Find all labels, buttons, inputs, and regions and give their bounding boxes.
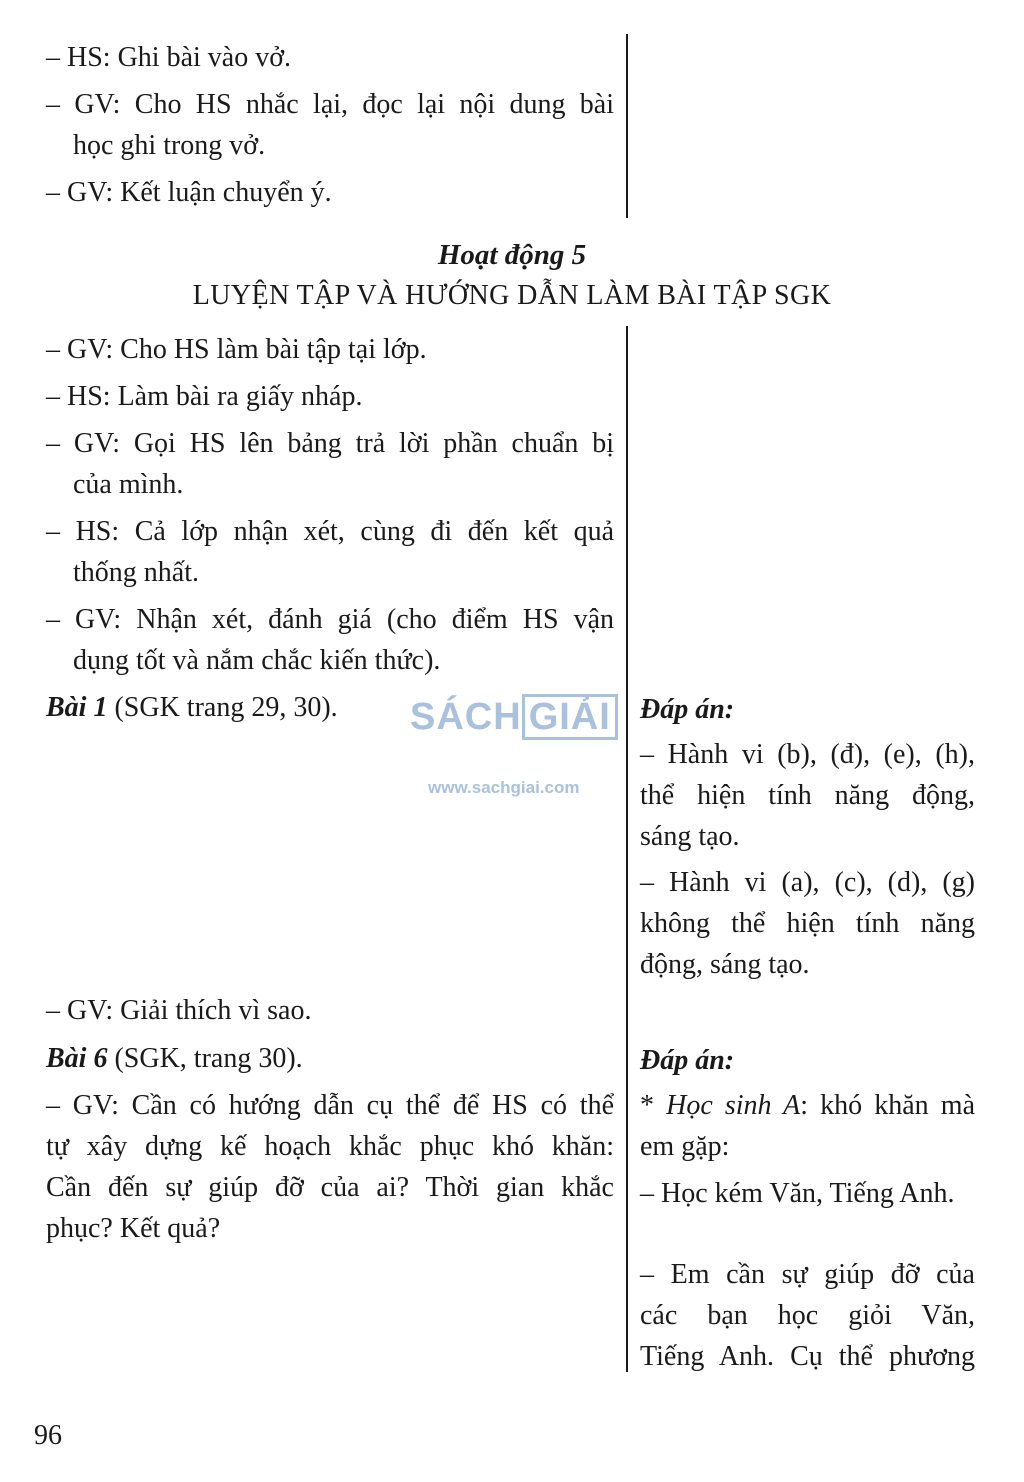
text-line: Cần đến sự giúp đỡ của ai? Thời gian khắc — [46, 1172, 614, 1203]
answer-line: thể hiện tính năng động, — [640, 780, 975, 811]
column-divider-main — [626, 326, 628, 1372]
text-line: – GV: Giải thích vì sao. — [46, 995, 312, 1026]
answer-label: Đáp án: — [640, 694, 735, 725]
answer-line: không thể hiện tính năng — [640, 908, 975, 939]
text-line: – GV: Nhận xét, đánh giá (cho điểm HS vận — [46, 604, 614, 635]
exercise-1-ref: (SGK trang 29, 30). — [107, 692, 338, 723]
text-line: của mình. — [73, 469, 184, 500]
answer-line: em gặp: — [640, 1131, 730, 1162]
watermark-logo — [410, 694, 618, 741]
answer-line: – Hành vi (a), (c), (d), (g) — [640, 867, 975, 898]
text-line: – HS: Làm bài ra giấy nháp. — [46, 381, 363, 412]
text-line: học ghi trong vở. — [73, 130, 266, 161]
text-line: phục? Kết quả? — [46, 1213, 221, 1244]
text-line: – GV: Kết luận chuyển ý. — [46, 177, 332, 208]
answer-student-name: Học sinh A — [666, 1090, 801, 1121]
answer-label: Đáp án: — [640, 1045, 735, 1076]
watermark-text: SÁCH — [410, 696, 522, 738]
answer-line — [640, 1086, 975, 1126]
text-line: tự xây dựng kế hoạch khắc phục khó khăn: — [46, 1131, 614, 1162]
page-number: 96 — [34, 1420, 62, 1451]
text-line: – GV: Cho HS làm bài tập tại lớp. — [46, 334, 427, 365]
activity-subtitle: LUYỆN TẬP VÀ HƯỚNG DẪN LÀM BÀI TẬP SGK — [192, 280, 832, 311]
text-line: dụng tốt và nắm chắc kiến thức). — [73, 645, 441, 676]
column-divider-top — [626, 34, 628, 218]
activity-title: Hoạt động 5 — [437, 239, 587, 271]
watermark-url: www.sachgiai.com — [428, 778, 580, 797]
answer-student-rest: : khó khăn mà — [800, 1090, 975, 1121]
answer-line: Tiếng Anh. Cụ thể phương — [640, 1341, 975, 1372]
answer-line: sáng tạo. — [640, 821, 740, 852]
answer-line: các bạn học giỏi Văn, — [640, 1300, 975, 1331]
text-line: thống nhất. — [73, 557, 199, 588]
exercise-6-label: Bài 6 — [46, 1043, 108, 1074]
text-line: – HS: Cả lớp nhận xét, cùng đi đến kết quả — [46, 516, 614, 547]
text-line: – HS: Ghi bài vào vở. — [46, 42, 292, 73]
exercise-1-heading — [46, 688, 338, 728]
exercise-1-label: Bài 1 — [46, 692, 108, 723]
answer-star: * — [640, 1090, 667, 1121]
exercise-6-ref: (SGK, trang 30). — [107, 1043, 303, 1074]
answer-line: – Học kém Văn, Tiếng Anh. — [640, 1178, 955, 1209]
text-line: – GV: Gọi HS lên bảng trả lời phần chuẩn bị — [46, 428, 614, 459]
text-line: – GV: Cho HS nhắc lại, đọc lại nội dung bài — [46, 89, 614, 120]
answer-line: động, sáng tạo. — [640, 949, 810, 980]
watermark-boxed-text: GIẢI — [522, 694, 618, 740]
exercise-6-heading — [46, 1039, 303, 1079]
answer-line: – Em cần sự giúp đỡ của — [640, 1259, 975, 1290]
answer-line: – Hành vi (b), (đ), (e), (h), — [640, 739, 975, 770]
text-line: – GV: Cần có hướng dẫn cụ thể để HS có thể — [46, 1090, 614, 1121]
